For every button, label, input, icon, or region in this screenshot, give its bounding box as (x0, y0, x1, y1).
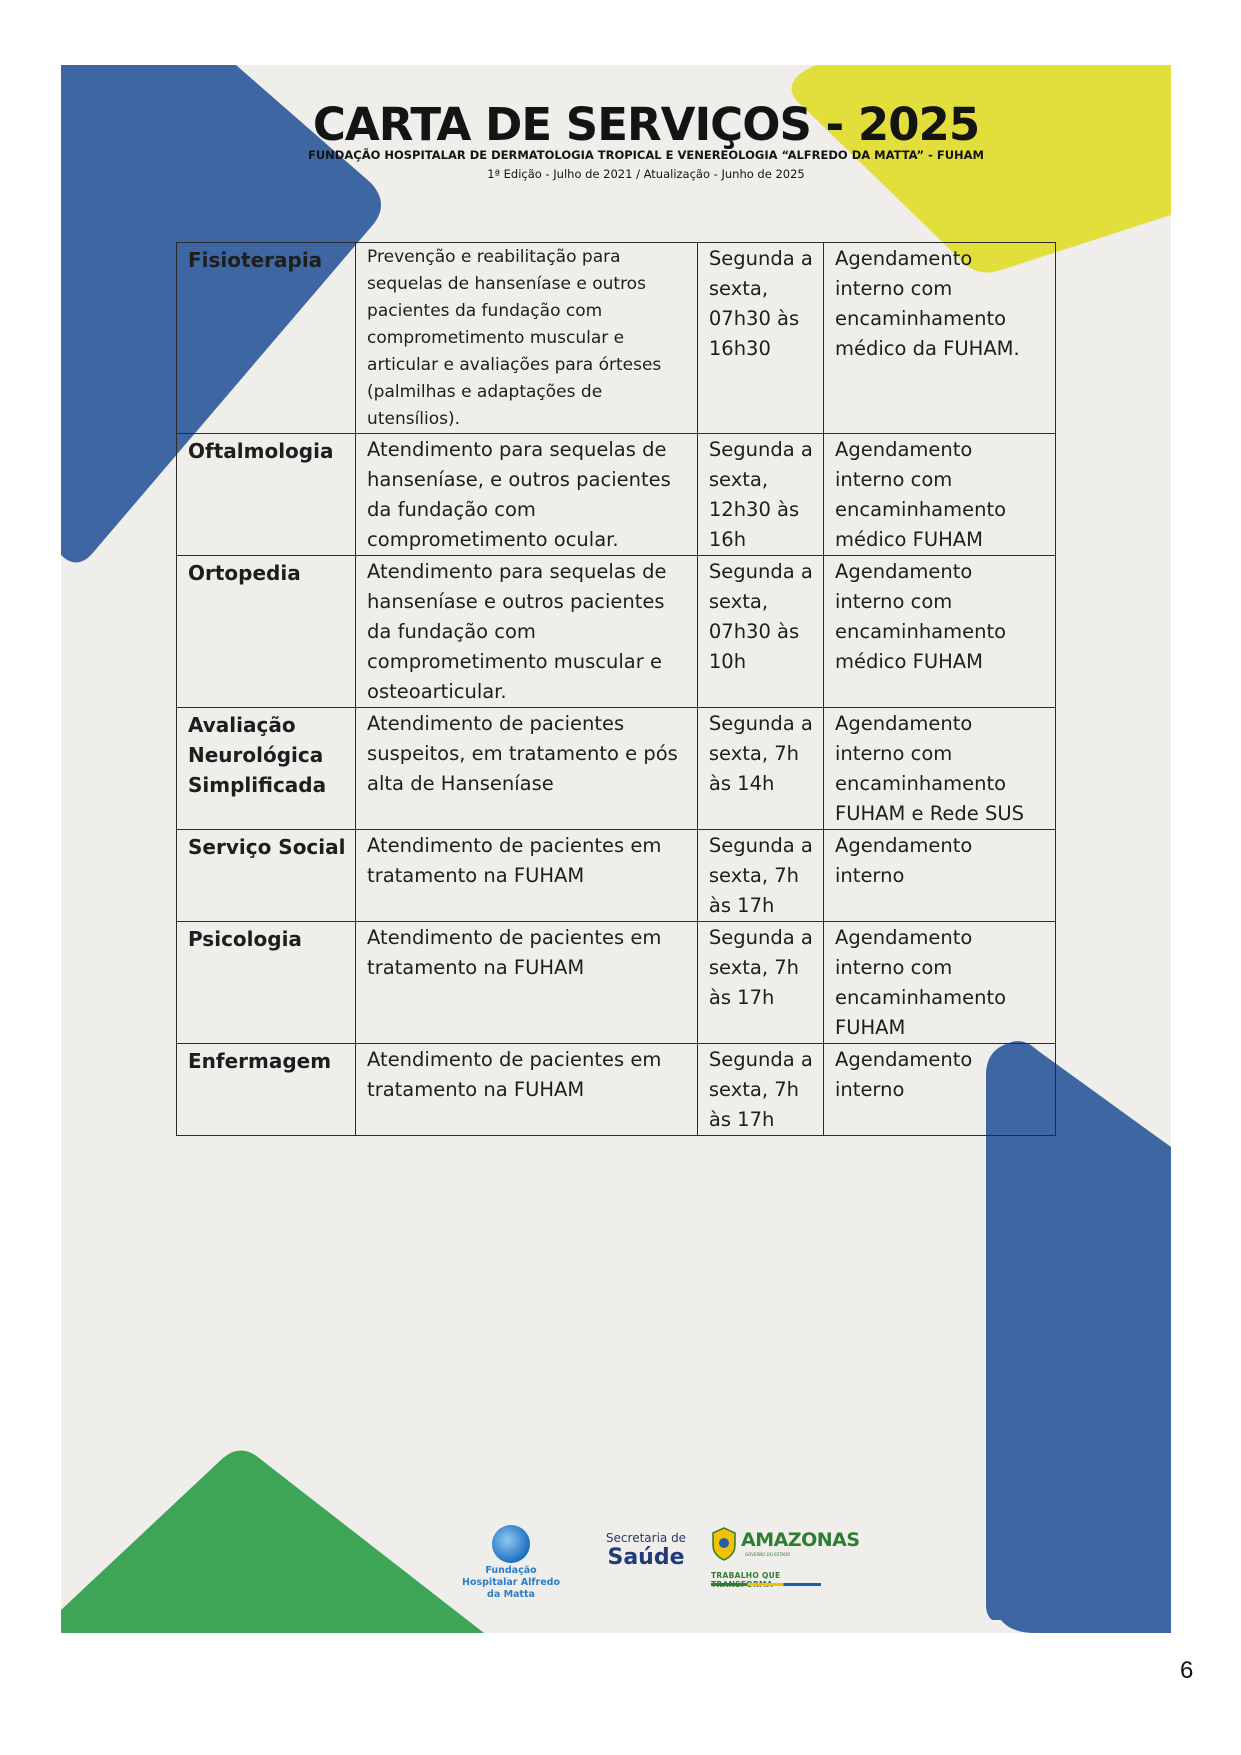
services-table (176, 242, 1056, 1136)
table-row (177, 922, 1056, 1044)
service-access: Agendamento interno com encaminhamento médico FUHAM (824, 434, 1056, 556)
service-name: Oftalmologia (177, 434, 356, 556)
globe-icon (492, 1525, 530, 1563)
page-number: 6 (1180, 1657, 1194, 1684)
fuham-logo (456, 1525, 566, 1601)
service-schedule: Segunda a sexta, 12h30 às 16h (697, 434, 823, 556)
page-title: CARTA DE SERVIÇOS - 2025 (312, 98, 980, 151)
service-description: Atendimento de pacientes em tratamento na FUHAM (356, 922, 698, 1044)
fuham-logo-text: Fundação Hospitalar Alfredo da Matta (462, 1565, 560, 1600)
page-sheet (61, 65, 1171, 1633)
amazonas-logo-name: AMAZONAS (741, 1529, 860, 1551)
amazonas-seal-icon (711, 1527, 737, 1561)
footer-logos (456, 1525, 860, 1605)
service-description: Atendimento para sequelas de hanseníase e outros pacientes da fundação com comprometimento muscular e osteoarticular. (356, 556, 698, 708)
service-description: Prevenção e reabilitação para sequelas de hanseníase e outros pacientes da fundação com comprometimento muscular e articular e avaliações para órteses (palmilhas e adaptações de utensílios). (356, 243, 698, 434)
secretaria-logo-line1: Secretaria de (605, 1531, 687, 1545)
service-access: Agendamento interno (824, 830, 1056, 922)
service-name: Avaliação Neurológica Simplificada (177, 708, 356, 830)
service-description: Atendimento de pacientes suspeitos, em tratamento e pós alta de Hanseníase (356, 708, 698, 830)
table-row (177, 830, 1056, 922)
table-row (177, 556, 1056, 708)
secretaria-logo-line2: Saúde (607, 1545, 685, 1570)
service-name: Enfermagem (177, 1044, 356, 1136)
service-schedule: Segunda a sexta, 7h às 17h (697, 830, 823, 922)
service-schedule: Segunda a sexta, 7h às 17h (697, 922, 823, 1044)
service-access: Agendamento interno com encaminhamento médico da FUHAM. (824, 243, 1056, 434)
green-bottom-left-shape (61, 1451, 484, 1634)
amazonas-color-bar (711, 1583, 821, 1586)
service-description: Atendimento para sequelas de hanseníase, e outros pacientes da fundação com comprometimento ocular. (356, 434, 698, 556)
service-schedule: Segunda a sexta, 07h30 às 16h30 (697, 243, 823, 434)
institution-name: FUNDAÇÃO HOSPITALAR DE DERMATOLOGIA TROPICAL E VENEREOLOGIA “ALFREDO DA MATTA” - FUHAM (307, 148, 985, 162)
service-access: Agendamento interno com encaminhamento FUHAM (824, 922, 1056, 1044)
document-header (61, 99, 1171, 183)
service-description: Atendimento de pacientes em tratamento na FUHAM (356, 830, 698, 922)
edition-line: 1ª Edição - Julho de 2021 / Atualização - Junho de 2025 (487, 167, 805, 181)
service-access: Agendamento interno (824, 1044, 1056, 1136)
table-row (177, 434, 1056, 556)
amazonas-logo-sub: GOVERNO DO ESTADO (745, 1552, 791, 1557)
service-access: Agendamento interno com encaminhamento médico FUHAM (824, 556, 1056, 708)
table-row (177, 1044, 1056, 1136)
table-row (177, 708, 1056, 830)
service-name: Serviço Social (177, 830, 356, 922)
amazonas-logo-tagline: TRABALHO QUE (711, 1571, 781, 1580)
service-name: Ortopedia (177, 556, 356, 708)
service-access: Agendamento interno com encaminhamento FUHAM e Rede SUS (824, 708, 1056, 830)
service-description: Atendimento de pacientes em tratamento na FUHAM (356, 1044, 698, 1136)
secretaria-saude-logo (596, 1531, 696, 1571)
service-schedule: Segunda a sexta, 7h às 17h (697, 1044, 823, 1136)
table-row (177, 243, 1056, 434)
service-schedule: Segunda a sexta, 07h30 às 10h (697, 556, 823, 708)
service-schedule: Segunda a sexta, 7h às 14h (697, 708, 823, 830)
service-name: Fisioterapia (177, 243, 356, 434)
service-name: Psicologia (177, 922, 356, 1044)
